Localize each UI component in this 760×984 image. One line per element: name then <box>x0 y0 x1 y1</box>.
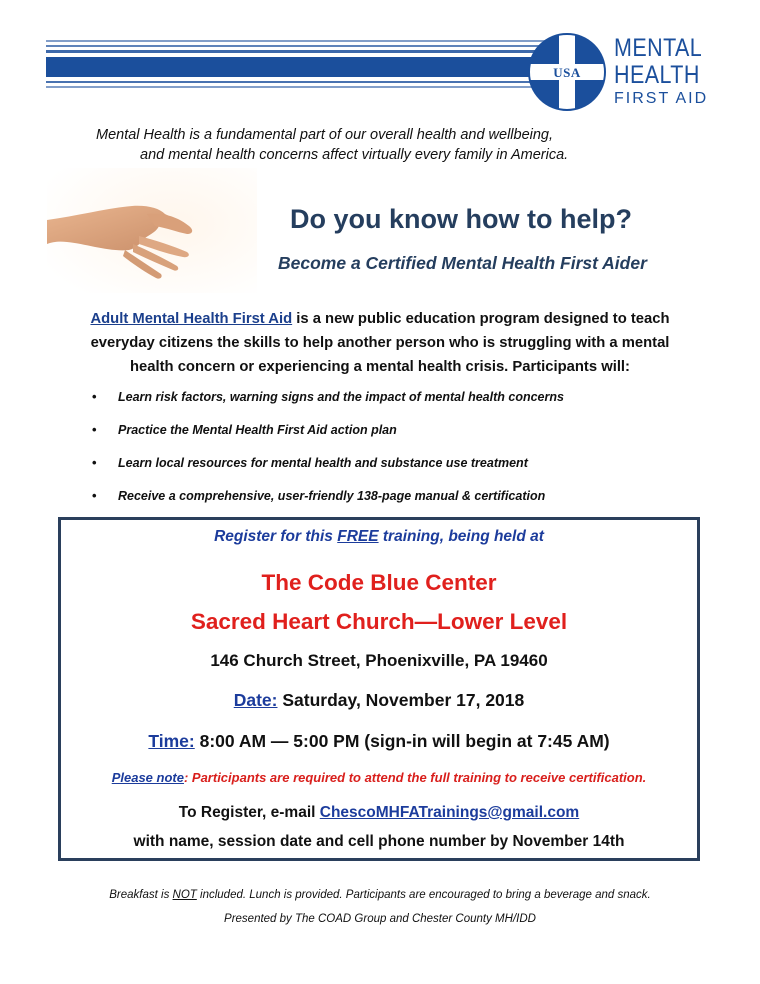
meal-note <box>0 889 760 901</box>
venue-address: 146 Church Street, Phoenixville, PA 19460 <box>210 651 548 670</box>
logo-line-1: MENTAL <box>614 34 703 62</box>
meal-note-pre: Breakfast is <box>109 889 173 901</box>
venue-location: Sacred Heart Church—Lower Level <box>190 609 568 634</box>
logo-wordmark <box>614 36 717 107</box>
list-item: • Receive a comprehensive, user-friendly 138-page manual & certification <box>92 489 564 522</box>
program-link[interactable]: Adult Mental Health First Aid <box>90 311 293 327</box>
time-label: Time: <box>148 731 195 751</box>
meal-note-post: included. Lunch is provided. Participants are encouraged to bring a beverage and snack. <box>196 889 651 901</box>
time-value: 8:00 AM — 5:00 PM (sign-in will begin at 7:45 AM) <box>194 731 610 751</box>
subheadline: Become a Certified Mental Health First Aider <box>278 253 647 273</box>
logo-line-3: FIRST AID <box>614 90 709 107</box>
date-value: Saturday, November 17, 2018 <box>277 690 525 710</box>
intro-line-1: Mental Health is a fundamental part of our overall health and wellbeing, <box>96 127 554 143</box>
free-label: FREE <box>337 528 379 545</box>
logo-line-2: HEALTH <box>614 61 700 89</box>
event-date <box>61 690 697 711</box>
register-pre: Register for this <box>214 528 338 545</box>
attendance-note <box>61 770 697 785</box>
list-item: • Learn local resources for mental health and substance use treatment <box>92 456 564 489</box>
program-description-text: is a new public education program designed to teach everyday citizens the skills to help another person who is struggling with a mental health concern or experiencing a mental health crisis. Participants will: <box>90 311 670 375</box>
hand-photo <box>47 168 257 293</box>
intro-line-2: and mental health concerns affect virtually every family in America. <box>140 147 569 163</box>
program-description <box>72 307 688 379</box>
presenter-credit: Presented by The COAD Group and Chester County MH/IDD <box>224 913 536 925</box>
email-link[interactable]: ChescoMHFATrainings@gmail.com <box>319 804 580 821</box>
header-stripes <box>46 40 546 92</box>
logo-badge: USA <box>553 65 581 80</box>
outcomes-list <box>92 390 564 522</box>
event-time <box>61 731 697 752</box>
venue-name: The Code Blue Center <box>261 570 497 595</box>
list-item: • Learn risk factors, warning signs and the impact of mental health concerns <box>92 390 564 423</box>
register-heading <box>61 528 697 546</box>
note-text: : Participants are required to attend the full training to receive certification. <box>183 770 647 785</box>
register-instructions: with name, session date and cell phone number by November 14th <box>133 833 625 850</box>
register-post: training, being held at <box>378 528 544 545</box>
meal-note-not: NOT <box>172 889 197 901</box>
mhfa-logo <box>526 30 726 114</box>
contact-pre: To Register, e-mail <box>178 804 320 821</box>
note-label: Please note <box>111 770 184 785</box>
date-label: Date: <box>233 690 278 710</box>
list-item: • Practice the Mental Health First Aid action plan <box>92 423 564 456</box>
register-contact <box>61 804 697 822</box>
headline: Do you know how to help? <box>290 204 632 234</box>
event-details-box <box>58 517 700 861</box>
